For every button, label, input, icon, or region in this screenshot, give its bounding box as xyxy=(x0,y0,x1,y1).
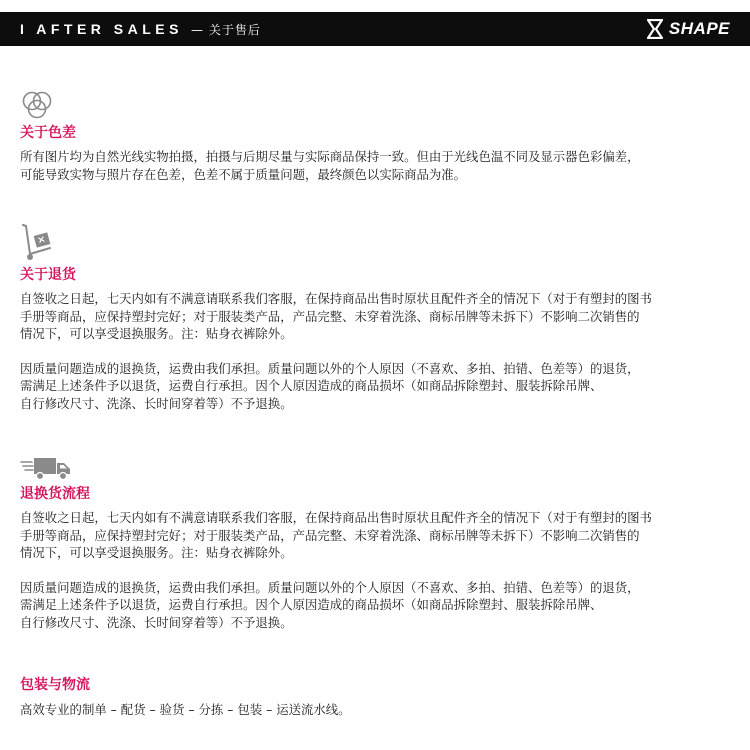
header-bar xyxy=(0,12,750,46)
section-paragraph: 因质量问题造成的退换货，运费由我们承担。质量问题以外的个人原因（不喜欢、多拍、拍错、色差等）的退货， 需满足上述条件予以退货，运费自行承担。因个人原因造成的商品损坏（如商品拆除塑封、服装拆除吊牌、 自行修改尺寸、洗涤、长时间穿着等）不予退换。 xyxy=(20,579,640,630)
section-paragraph: 因质量问题造成的退换货，运费由我们承担。质量问题以外的个人原因（不喜欢、多拍、拍错、色差等）的退货， 需满足上述条件予以退货，运费自行承担。因个人原因造成的商品损坏（如商品拆除塑封、服装拆除吊牌、 自行修改尺寸、洗涤、长时间穿着等）不予退换。 xyxy=(20,360,640,411)
section-title: 包装与物流 xyxy=(20,677,90,693)
section-paragraph: 自签收之日起，七天内如有不满意请联系我们客服，在保持商品出售时原状且配件齐全的情况下（对于有塑封的图书 手册等商品，应保持塑封完好；对于服装类产品，产品完整、未穿着洗涤、商标吊牌等未拆下）不影响二次销售的 情况下，可以享受退换服务。注：贴身衣裤除外。 xyxy=(20,510,652,560)
brand-name: SHAPE xyxy=(668,19,730,38)
section-color-difference xyxy=(20,88,736,183)
section-paragraph: 自签收之日起，七天内如有不满意请联系我们客服，在保持商品出售时原状且配件齐全的情况下（对于有塑封的图书 手册等商品，应保持塑封完好；对于服装类产品，产品完整、未穿着洗涤、商标吊牌等未拆下）不影响二次销售的 情况下，可以享受退换服务。注：贴身衣裤除外。 xyxy=(20,291,652,341)
header-title-en: I AFTER SALES xyxy=(20,21,183,37)
section-paragraph: 高效专业的制单 – 配货 – 验货 – 分拣 – 包装 – 运送流水线。 xyxy=(20,702,351,717)
section-title: 退换货流程 xyxy=(20,486,90,502)
brand-logo xyxy=(647,19,730,39)
section-paragraph: 所有图片均为自然光线实物拍摄，拍摄与后期尽量与实际商品保持一致。但由于光线色温不同及显示器色彩偏差， 可能导致实物与照片存在色差，色差不属于质量问题，最终颜色以实际商品为准。 xyxy=(20,149,640,182)
section-return-process xyxy=(20,455,736,631)
header-title-cn: — 关于售后 xyxy=(191,22,261,37)
section-title: 关于退货 xyxy=(20,267,76,283)
delivery-truck-icon xyxy=(20,455,72,481)
section-packaging xyxy=(20,676,736,719)
hand-truck-icon xyxy=(20,222,56,262)
section-title: 关于色差 xyxy=(20,125,76,141)
hourglass-icon xyxy=(647,19,663,39)
color-circles-icon xyxy=(20,88,56,120)
section-returns xyxy=(20,222,736,412)
